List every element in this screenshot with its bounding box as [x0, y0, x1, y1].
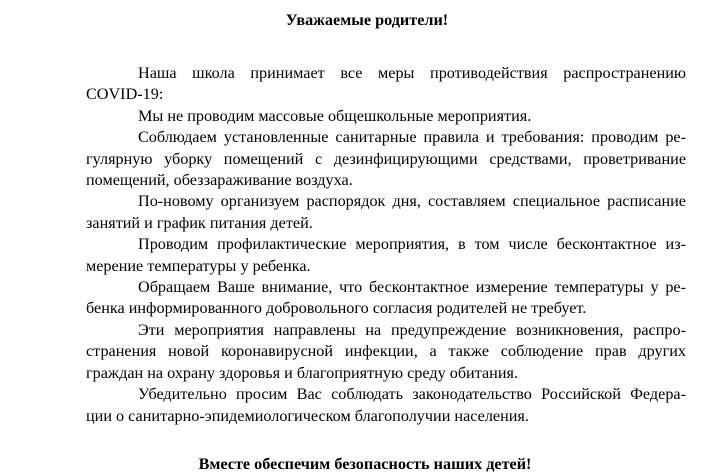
paragraph-line: COVID-19:: [86, 85, 164, 104]
paragraph-line: Обращаем Ваше внимание, что бесконтактное измерение температуры у ре-: [138, 278, 686, 297]
paragraph-line: граждан на охрану здоровья и благоприятную среду обитания.: [86, 363, 518, 382]
paragraph-line: занятий и график питания детей.: [86, 213, 313, 232]
paragraph-line: бенка информированного добровольного согласия родителей не требует.: [86, 299, 587, 318]
paragraph-line: Мы не проводим массовые общешкольные мероприятия.: [138, 106, 532, 125]
notice-paragraph: [34, 106, 686, 127]
paragraph-line: помещений, обеззараживание воздуха.: [86, 171, 353, 190]
paragraph-line: По-новому организуем распорядок дня, составляем специальное расписание: [138, 192, 686, 211]
notice-paragraph: [34, 320, 686, 384]
paragraph-line: гулярную уборку помещений с дезинфицирующими средствами, проветривание: [86, 149, 686, 168]
paragraph-line: Эти мероприятия направлены на предупреждение возникновения, распро-: [138, 320, 686, 339]
notice-paragraph: [34, 234, 686, 277]
paragraph-line: мерение температуры у ребенка.: [86, 256, 311, 275]
paragraph-line: Убедительно просим Вас соблюдать законодательство Российской Федера-: [138, 385, 686, 404]
notice-paragraph: [34, 127, 686, 191]
paragraph-line: ции о санитарно-эпидемиологическом благополучии населения.: [86, 406, 529, 425]
notice-title: Уважаемые родители!: [285, 11, 449, 29]
notice-paragraph: [34, 191, 686, 234]
notice-document: [34, 10, 686, 475]
paragraph-line: Наша школа принимает все меры противодействия распространению: [138, 64, 686, 82]
notice-closing: Вместе обеспечим безопасность наших детей!: [198, 454, 532, 473]
notice-body: [34, 63, 686, 427]
paragraph-line: Проводим профилактические мероприятия, в том числе бесконтактное из-: [138, 235, 686, 254]
paragraph-line: странения новой коронавирусной инфекции, а также соблюдение прав других: [86, 342, 686, 361]
paragraph-line: Соблюдаем установленные санитарные правила и требования: проводим ре-: [138, 128, 686, 147]
notice-paragraph: [34, 63, 686, 106]
notice-paragraph: [34, 384, 686, 427]
notice-paragraph: [34, 277, 686, 320]
